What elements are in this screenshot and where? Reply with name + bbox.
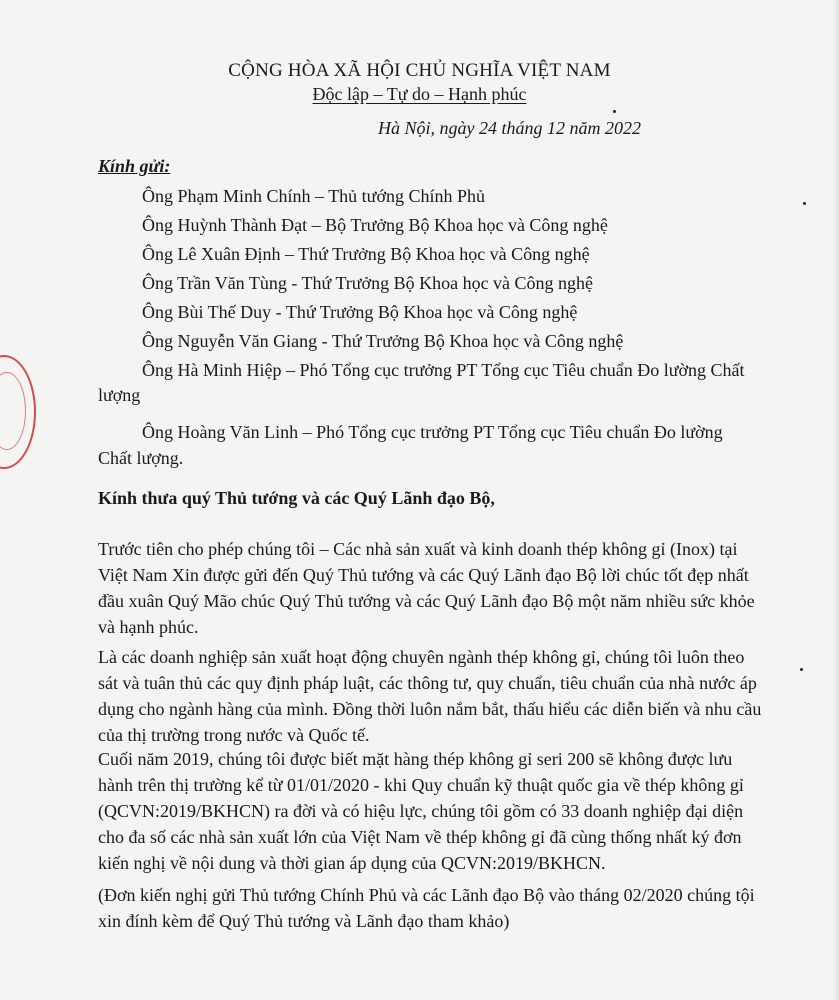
motto — [0, 84, 839, 105]
ink-dot — [800, 668, 803, 671]
motto-text: Độc lập – Tự do – Hạnh phúc — [312, 84, 527, 104]
addressee-item-continuation: Chất lượng. — [98, 448, 184, 468]
addressee-item: Ông Bùi Thế Duy - Thứ Trưởng Bộ Khoa học và Công nghệ — [142, 302, 578, 322]
paragraph-line: của thị trường trong nước và Quốc tế. — [98, 725, 370, 745]
addressee-label: Kính gửi: — [98, 156, 171, 176]
salutation: Kính thưa quý Thủ tướng và các Quý Lãnh đạo Bộ, — [98, 488, 495, 508]
addressee-item: Ông Hoàng Văn Linh – Phó Tổng cục trưởng PT Tổng cục Tiêu chuẩn Đo lường — [142, 422, 723, 442]
paragraph-line: dụng cho ngành hàng của mình. Đồng thời luôn nắm bắt, thấu hiểu các diễn biến và nhu cầu — [98, 699, 762, 719]
paragraph-line: (QCVN:2019/BKHCN) ra đời và có hiệu lực, chúng tôi gồm có 33 doanh nghiệp đại diện — [98, 801, 744, 821]
addressee-item: Ông Huỳnh Thành Đạt – Bộ Trưởng Bộ Khoa học và Công nghệ — [142, 215, 608, 235]
addressee-item: Ông Nguyễn Văn Giang - Thứ Trưởng Bộ Khoa học và Công nghệ — [142, 331, 624, 351]
paragraph-greeting — [98, 536, 755, 640]
addressee-item: Ông Phạm Minh Chính – Thủ tướng Chính Phủ — [142, 186, 485, 206]
paragraph-background — [98, 746, 744, 876]
paragraph-line: kiến nghị về nội dung và thời gian áp dụng của QCVN:2019/BKHCN. — [98, 853, 606, 873]
page-edge-shadow — [833, 0, 839, 1000]
dateline: Hà Nội, ngày 24 tháng 12 năm 2022 — [378, 118, 641, 138]
paragraph-compliance — [98, 644, 762, 748]
paragraph-line: Cuối năm 2019, chúng tôi được biết mặt hàng thép không gỉ seri 200 sẽ không được lưu — [98, 749, 733, 769]
ink-dot — [613, 110, 616, 113]
paragraph-attachment-note — [98, 882, 755, 934]
paragraph-line: sát và tuân thủ các quy định pháp luật, các thông tư, quy chuẩn, tiêu chuẩn của nhà nước áp — [98, 673, 757, 693]
paragraph-line: (Đơn kiến nghị gửi Thủ tướng Chính Phủ và các Lãnh đạo Bộ vào tháng 02/2020 chúng tội — [98, 885, 755, 905]
paragraph-line: Trước tiên cho phép chúng tôi – Các nhà sản xuất và kinh doanh thép không gỉ (Inox) tại — [98, 539, 738, 559]
paragraph-line: xin đính kèm để Quý Thủ tướng và Lãnh đạo tham khảo) — [98, 911, 510, 931]
paragraph-line: hành trên thị trường kể từ 01/01/2020 - khi Quy chuẩn kỹ thuật quốc gia về thép không gỉ — [98, 775, 744, 795]
paragraph-line: Việt Nam Xin được gửi đến Quý Thủ tướng và các Quý Lãnh đạo Bộ lời chúc tốt đẹp nhất — [98, 565, 749, 585]
addressee-item: Ông Lê Xuân Định – Thứ Trưởng Bộ Khoa học và Công nghệ — [142, 244, 590, 264]
addressee-item: Ông Hà Minh Hiệp – Phó Tổng cục trưởng PT Tổng cục Tiêu chuẩn Đo lường Chất — [142, 360, 745, 380]
paragraph-line: đầu xuân Quý Mão chúc Quý Thủ tướng và các Quý Lãnh đạo Bộ một năm nhiều sức khỏe — [98, 591, 755, 611]
nation-title: CỘNG HÒA XÃ HỘI CHỦ NGHĨA VIỆT NAM — [228, 60, 611, 81]
ink-dot — [803, 202, 806, 205]
addressee-item: Ông Trần Văn Tùng - Thứ Trưởng Bộ Khoa học và Công nghệ — [142, 273, 594, 293]
paragraph-line: cho đa số các nhà sản xuất lớn của Việt Nam về thép không gỉ đã cùng thống nhất ký đơn — [98, 827, 742, 847]
addressee-item-continuation: lượng — [98, 385, 141, 405]
paragraph-line: và hạnh phúc. — [98, 617, 199, 637]
paragraph-line: Là các doanh nghiệp sản xuất hoạt động chuyên ngành thép không gỉ, chúng tôi luôn theo — [98, 647, 745, 667]
